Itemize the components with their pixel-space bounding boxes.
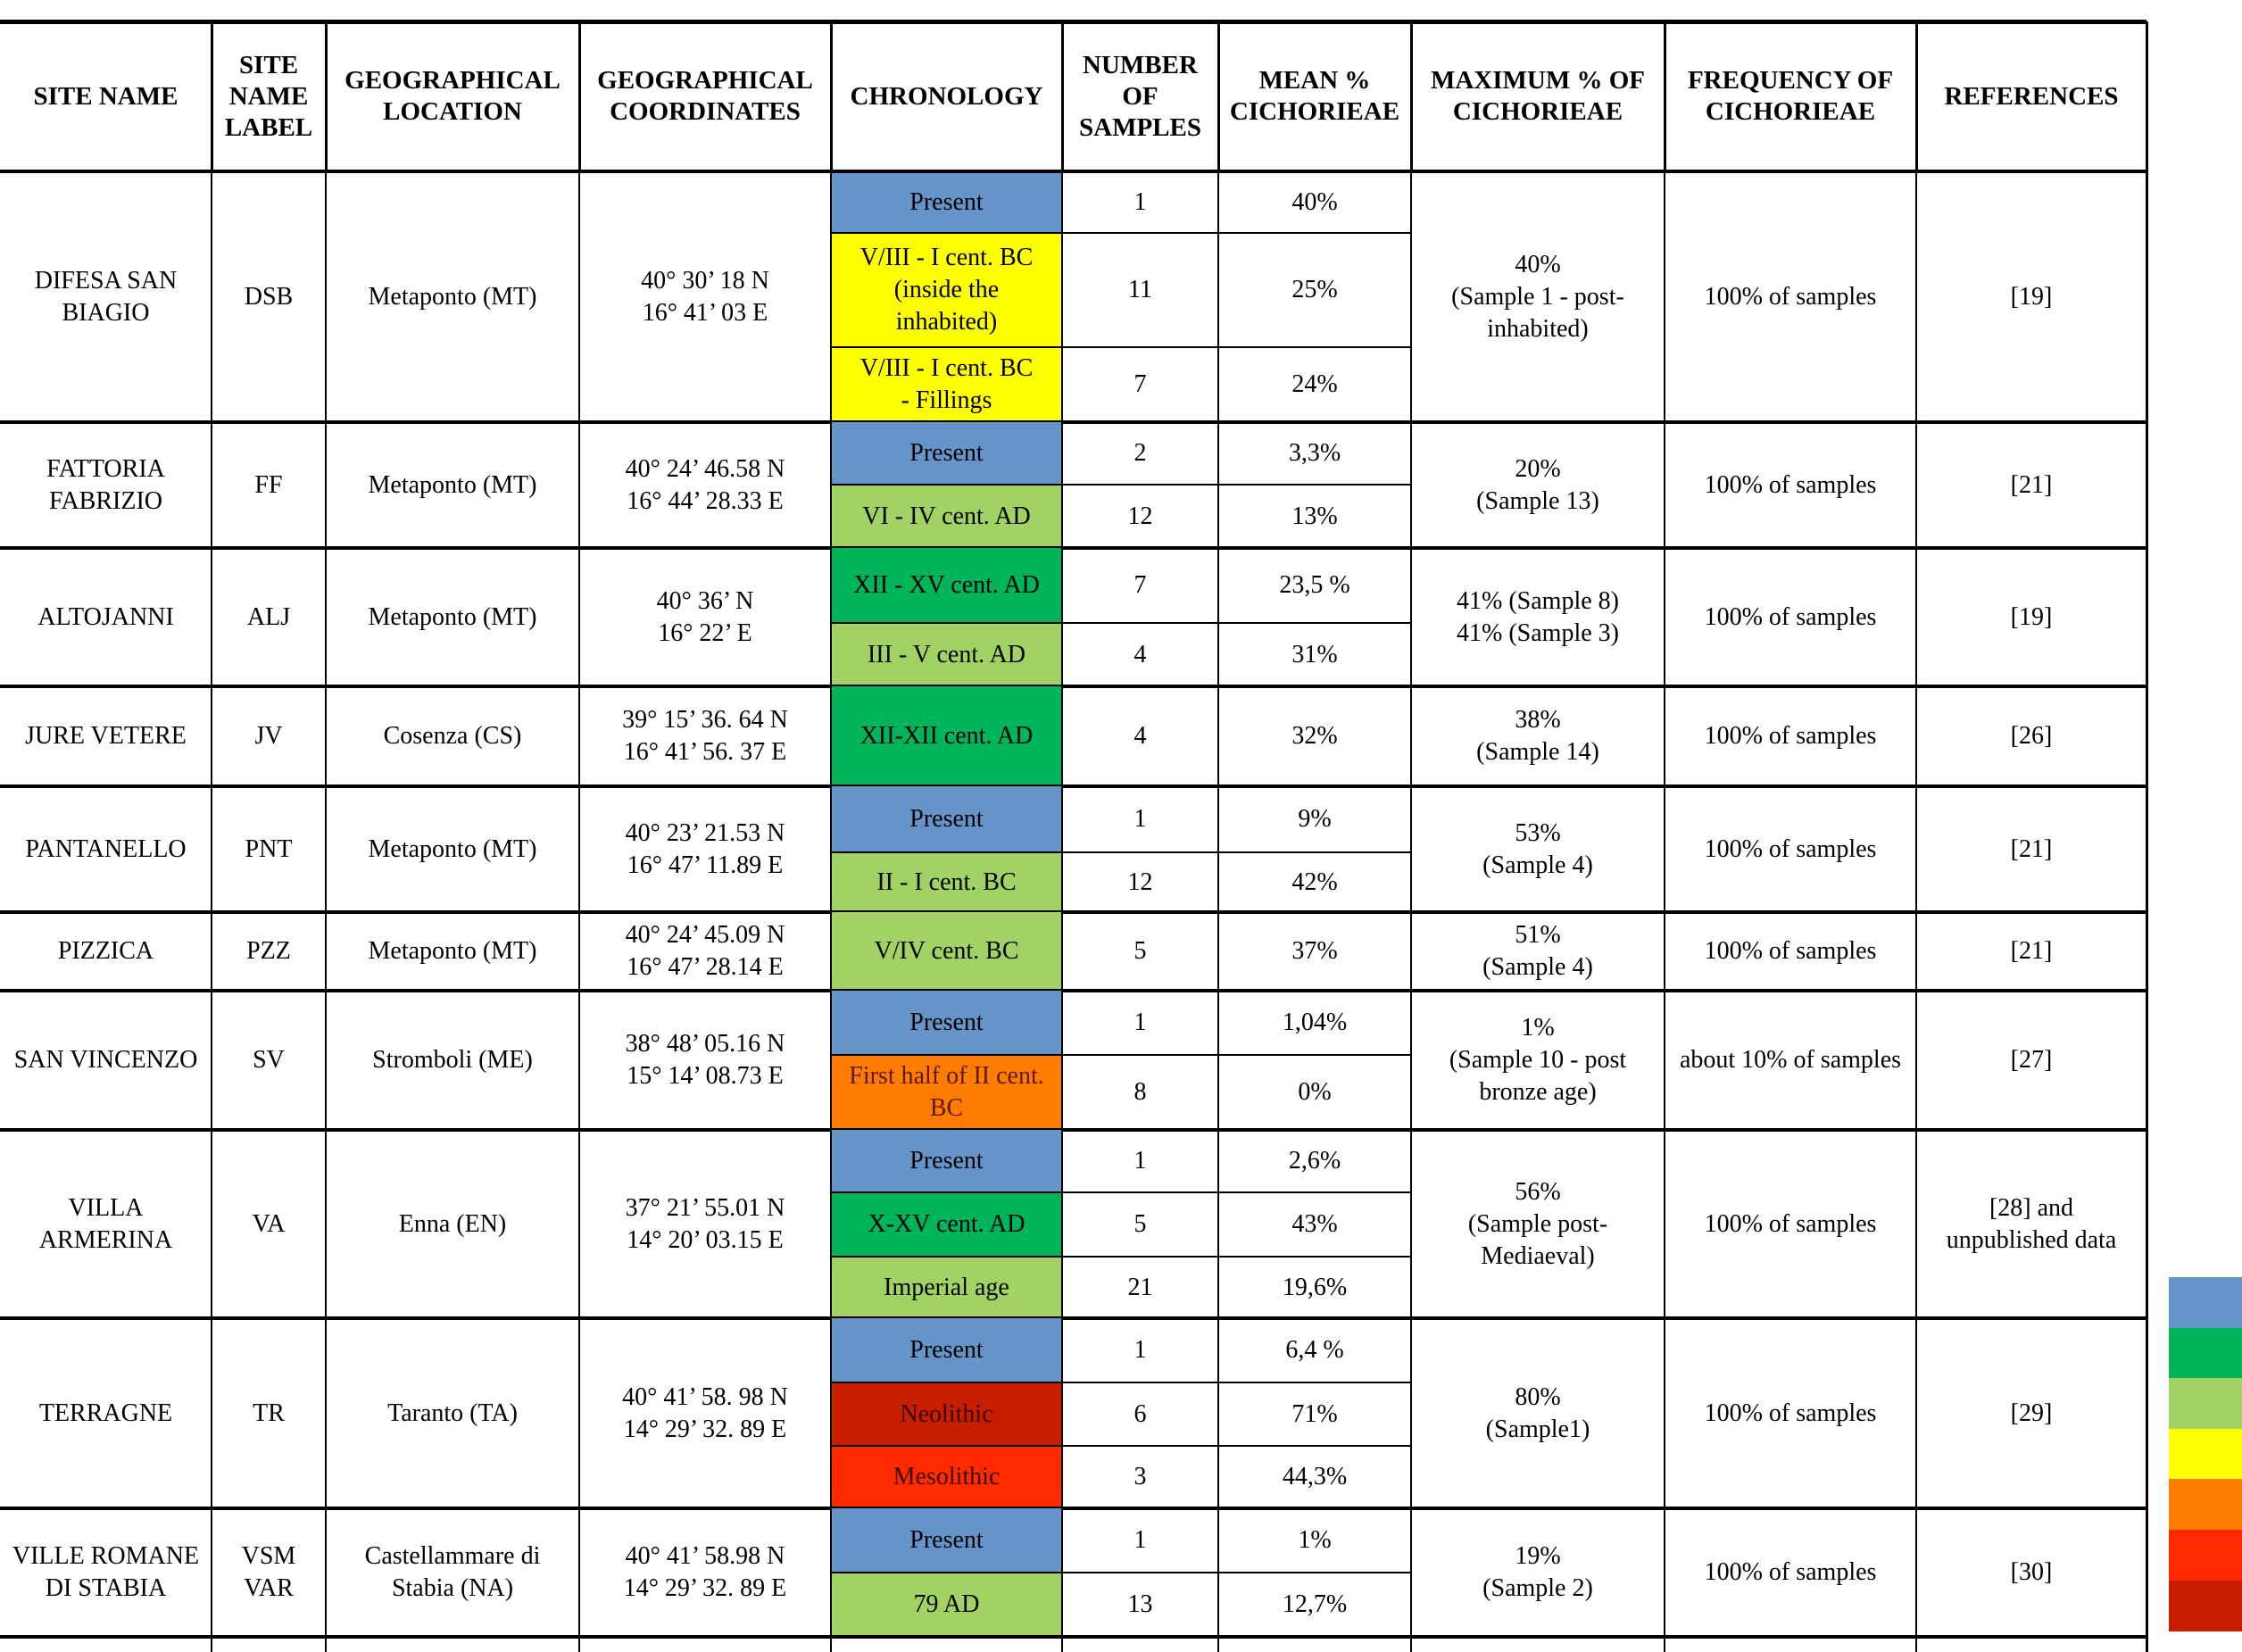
sub-row-divider bbox=[831, 1445, 1411, 1447]
references-cell: [19] bbox=[2010, 602, 2053, 631]
sub-row-divider bbox=[831, 1256, 1411, 1258]
site-name-cell: TERRAGNE bbox=[38, 1399, 173, 1427]
column-divider bbox=[1061, 21, 1063, 1652]
frequency-cichorieae-cell: 100% of samples bbox=[1704, 282, 1877, 311]
references-cell: [21] bbox=[2010, 937, 2053, 965]
chronology-cell: V/III - I cent. BC (inside the inhabited) bbox=[831, 233, 1062, 347]
references-cell: [26] bbox=[2010, 722, 2053, 750]
mean-cichorieae-cell: 42% bbox=[1291, 868, 1338, 896]
sub-row-divider bbox=[831, 1572, 1411, 1573]
geographical-location-cell: Metaponto (MT) bbox=[368, 602, 537, 631]
mean-cichorieae-cell: 19,6% bbox=[1282, 1273, 1348, 1301]
site-label-cell: PNT bbox=[245, 834, 293, 863]
chronology-cell: Neolithic bbox=[831, 1382, 1062, 1446]
mean-cichorieae-cell: 23,5 % bbox=[1279, 571, 1350, 599]
mean-cichorieae-cell: 71% bbox=[1291, 1399, 1338, 1428]
number-of-samples-cell: 11 bbox=[1128, 276, 1152, 303]
mean-cichorieae-cell: 43% bbox=[1291, 1210, 1338, 1238]
header-column-divider bbox=[578, 21, 581, 171]
geographical-location-cell: Metaponto (MT) bbox=[368, 834, 537, 863]
column-divider bbox=[1664, 21, 1665, 1652]
site-label-cell: DSB bbox=[244, 282, 294, 311]
number-of-samples-cell: 3 bbox=[1133, 1463, 1147, 1490]
site-name-cell: FATTORIA FABRIZIO bbox=[46, 454, 165, 515]
maximum-cichorieae-cell: 38% (Sample 14) bbox=[1476, 706, 1599, 766]
chronology-cell: Present bbox=[831, 1318, 1062, 1382]
geographical-location-cell: Metaponto (MT) bbox=[368, 937, 537, 965]
chronology-cell: Present bbox=[831, 786, 1062, 852]
mean-cichorieae-cell: 3,3% bbox=[1288, 439, 1341, 467]
chronology-cell: III - V cent. AD bbox=[831, 623, 1062, 686]
number-of-samples-cell: 1 bbox=[1133, 1147, 1147, 1175]
legend-swatch-bc-orange bbox=[2169, 1479, 2242, 1530]
frequency-cichorieae-cell: 100% of samples bbox=[1704, 834, 1877, 863]
site-row-divider bbox=[0, 1635, 2147, 1639]
mean-cichorieae-cell: 0% bbox=[1298, 1078, 1332, 1106]
sub-row-divider bbox=[831, 1054, 1411, 1056]
site-label-cell: TR bbox=[253, 1399, 285, 1427]
site-name-cell: JURE VETERE bbox=[25, 722, 187, 750]
number-of-samples-cell: 1 bbox=[1133, 1009, 1147, 1036]
geographical-location-cell: Metaponto (MT) bbox=[368, 282, 537, 311]
column-divider bbox=[578, 21, 580, 1652]
header-column-divider bbox=[1217, 21, 1220, 171]
references-cell: [28] and unpublished data bbox=[1946, 1193, 2117, 1254]
column-divider bbox=[211, 21, 212, 1652]
number-of-samples-cell: 4 bbox=[1133, 640, 1147, 668]
site-label-cell: VSM VAR bbox=[241, 1542, 296, 1602]
site-label-cell: FF bbox=[254, 470, 283, 499]
number-of-samples-cell: 12 bbox=[1127, 868, 1153, 896]
number-of-samples-cell: 7 bbox=[1133, 571, 1147, 599]
header-column-divider bbox=[1915, 21, 1918, 171]
mean-cichorieae-cell: 44,3% bbox=[1282, 1463, 1348, 1490]
site-name-cell: VILLE ROMANE DI STABIA bbox=[12, 1542, 200, 1602]
header-column-divider bbox=[830, 21, 833, 171]
header-column-divider bbox=[211, 21, 213, 171]
header-site-name-label: SITE NAME LABEL bbox=[224, 50, 313, 142]
header-column-divider bbox=[1061, 21, 1064, 171]
header-maximum-cichorieae: MAXIMUM % OF CICHORIEAE bbox=[1430, 66, 1645, 126]
references-cell: [29] bbox=[2010, 1399, 2053, 1427]
chronology-cell: Present bbox=[831, 422, 1062, 485]
chronology-cell: V/IV cent. BC bbox=[831, 912, 1062, 991]
geographical-coordinates-cell: 40° 24’ 45.09 N 16° 47’ 28.14 E bbox=[625, 921, 785, 981]
frequency-cichorieae-cell: 100% of samples bbox=[1704, 1558, 1877, 1586]
frequency-cichorieae-cell: 100% of samples bbox=[1704, 722, 1877, 750]
geographical-coordinates-cell: 40° 23’ 21.53 N 16° 47’ 11.89 E bbox=[625, 818, 785, 879]
header-geographical-location: GEOGRAPHICAL LOCATION bbox=[345, 66, 560, 126]
geographical-location-cell: Cosenza (CS) bbox=[383, 722, 522, 750]
mean-cichorieae-cell: 13% bbox=[1291, 502, 1338, 530]
cichorieae-data-table bbox=[0, 21, 2147, 1631]
maximum-cichorieae-cell: 20% (Sample 13) bbox=[1476, 454, 1599, 515]
header-column-divider bbox=[1664, 21, 1666, 171]
column-divider bbox=[1915, 21, 1917, 1652]
number-of-samples-cell: 4 bbox=[1133, 722, 1147, 750]
column-divider bbox=[830, 21, 832, 1652]
mean-cichorieae-cell: 25% bbox=[1291, 276, 1338, 303]
chronology-cell: XII-XII cent. AD bbox=[831, 686, 1062, 786]
geographical-coordinates-cell: 38° 48’ 05.16 N 15° 14’ 08.73 E bbox=[625, 1030, 785, 1090]
geographical-coordinates-cell: 39° 15’ 36. 64 N 16° 41’ 56. 37 E bbox=[622, 706, 788, 766]
header-bottom-border bbox=[0, 170, 2147, 173]
chronology-cell: Imperial age bbox=[831, 1257, 1062, 1318]
column-divider bbox=[325, 21, 327, 1652]
column-divider bbox=[1217, 21, 1219, 1652]
site-label-cell: VA bbox=[252, 1209, 286, 1238]
maximum-cichorieae-cell: 40% (Sample 1 - post- inhabited) bbox=[1451, 250, 1624, 343]
chronology-cell: X-XV cent. AD bbox=[831, 1192, 1062, 1257]
maximum-cichorieae-cell: 1% (Sample 10 - post bronze age) bbox=[1449, 1014, 1627, 1106]
maximum-cichorieae-cell: 53% (Sample 4) bbox=[1482, 818, 1593, 879]
sub-row-divider bbox=[831, 851, 1411, 853]
maximum-cichorieae-cell: 56% (Sample post- Mediaeval) bbox=[1467, 1177, 1608, 1270]
mean-cichorieae-cell: 1,04% bbox=[1282, 1009, 1348, 1036]
chronology-cell: V/III - I cent. BC - Fillings bbox=[831, 347, 1062, 422]
geographical-coordinates-cell: 40° 24’ 46.58 N 16° 44’ 28.33 E bbox=[625, 454, 785, 515]
header-frequency-cichorieae: FREQUENCY OF CICHORIEAE bbox=[1687, 66, 1894, 126]
mean-cichorieae-cell: 1% bbox=[1298, 1526, 1332, 1554]
mean-cichorieae-cell: 31% bbox=[1291, 640, 1338, 668]
chronology-cell: Present bbox=[831, 1508, 1062, 1573]
legend-swatch-medieval bbox=[2169, 1328, 2242, 1379]
header-column-divider bbox=[325, 21, 328, 171]
number-of-samples-cell: 5 bbox=[1133, 937, 1147, 965]
header-mean-cichorieae: MEAN % CICHORIEAE bbox=[1229, 66, 1400, 126]
frequency-cichorieae-cell: 100% of samples bbox=[1704, 1399, 1877, 1427]
geographical-location-cell: Enna (EN) bbox=[398, 1209, 507, 1238]
number-of-samples-cell: 1 bbox=[1133, 805, 1147, 833]
maximum-cichorieae-cell: 80% (Sample1) bbox=[1485, 1382, 1590, 1443]
number-of-samples-cell: 1 bbox=[1133, 1336, 1147, 1364]
chronology-cell: VI - IV cent. AD bbox=[831, 485, 1062, 548]
site-label-cell: SV bbox=[253, 1046, 285, 1074]
sub-row-divider bbox=[831, 1382, 1411, 1383]
site-name-cell: VILLA ARMERINA bbox=[38, 1193, 173, 1254]
frequency-cichorieae-cell: 100% of samples bbox=[1704, 1209, 1877, 1238]
mean-cichorieae-cell: 32% bbox=[1291, 722, 1338, 750]
site-label-cell: ALJ bbox=[246, 602, 291, 631]
column-divider bbox=[2146, 21, 2148, 1652]
frequency-cichorieae-cell: 100% of samples bbox=[1704, 602, 1877, 631]
chronology-cell: XII - XV cent. AD bbox=[831, 548, 1062, 623]
legend-swatch-neolithic bbox=[2169, 1581, 2242, 1631]
table-top-border bbox=[0, 20, 2147, 24]
mean-cichorieae-cell: 40% bbox=[1291, 187, 1338, 216]
number-of-samples-cell: 12 bbox=[1127, 502, 1153, 530]
geographical-coordinates-cell: 37° 21’ 55.01 N 14° 20’ 03.15 E bbox=[625, 1193, 785, 1254]
header-references: REFERENCES bbox=[1944, 81, 2119, 111]
number-of-samples-cell: 13 bbox=[1127, 1590, 1153, 1618]
chronology-cell: Present bbox=[831, 1130, 1062, 1192]
site-name-cell: DIFESA SAN BIAGIO bbox=[34, 266, 178, 327]
number-of-samples-cell: 7 bbox=[1133, 370, 1147, 398]
sub-row-divider bbox=[831, 1191, 1411, 1193]
frequency-cichorieae-cell: 100% of samples bbox=[1704, 470, 1877, 499]
header-number-of-samples: NUMBER OF SAMPLES bbox=[1079, 50, 1201, 142]
header-chronology: CHRONOLOGY bbox=[850, 81, 1043, 111]
references-cell: [30] bbox=[2010, 1558, 2053, 1586]
frequency-cichorieae-cell: about 10% of samples bbox=[1679, 1046, 1902, 1074]
number-of-samples-cell: 5 bbox=[1133, 1210, 1147, 1238]
header-geographical-coordinates: GEOGRAPHICAL COORDINATES bbox=[597, 66, 813, 126]
chronology-cell: Present bbox=[831, 991, 1062, 1055]
chronology-cell: First half of II cent. BC bbox=[831, 1055, 1062, 1130]
number-of-samples-cell: 1 bbox=[1133, 1526, 1147, 1554]
site-name-cell: SAN VINCENZO bbox=[13, 1046, 198, 1074]
sub-row-divider bbox=[831, 232, 1411, 234]
header-column-divider bbox=[1410, 21, 1413, 171]
references-cell: [21] bbox=[2010, 834, 2053, 863]
sub-row-divider bbox=[831, 622, 1411, 624]
references-cell: [21] bbox=[2010, 470, 2053, 499]
mean-cichorieae-cell: 2,6% bbox=[1288, 1147, 1341, 1175]
geographical-coordinates-cell: 40° 41’ 58.98 N 14° 29’ 32. 89 E bbox=[623, 1542, 787, 1602]
maximum-cichorieae-cell: 51% (Sample 4) bbox=[1482, 921, 1593, 981]
site-label-cell: PZZ bbox=[246, 937, 291, 965]
geographical-coordinates-cell: 40° 41’ 58. 98 N 14° 29’ 32. 89 E bbox=[622, 1382, 788, 1443]
number-of-samples-cell: 8 bbox=[1133, 1078, 1147, 1106]
header-site-name: SITE NAME bbox=[33, 81, 179, 111]
site-label-cell: JV bbox=[254, 722, 283, 750]
references-cell: [19] bbox=[2010, 282, 2053, 311]
number-of-samples-cell: 1 bbox=[1133, 187, 1147, 216]
mean-cichorieae-cell: 37% bbox=[1291, 937, 1338, 965]
number-of-samples-cell: 6 bbox=[1133, 1399, 1147, 1428]
geographical-location-cell: Castellammare di Stabia (NA) bbox=[364, 1542, 541, 1602]
geographical-coordinates-cell: 40° 30’ 18 N 16° 41’ 03 E bbox=[641, 266, 769, 327]
geographical-location-cell: Stromboli (ME) bbox=[372, 1046, 533, 1074]
mean-cichorieae-cell: 9% bbox=[1298, 805, 1332, 833]
column-divider bbox=[1410, 21, 1412, 1652]
geographical-location-cell: Metaponto (MT) bbox=[368, 470, 537, 499]
legend-swatch-roman-classical bbox=[2169, 1378, 2242, 1429]
maximum-cichorieae-cell: 41% (Sample 8) 41% (Sample 3) bbox=[1457, 586, 1619, 647]
geographical-location-cell: Taranto (TA) bbox=[387, 1399, 518, 1427]
site-name-cell: ALTOJANNI bbox=[37, 602, 174, 631]
number-of-samples-cell: 21 bbox=[1127, 1273, 1153, 1301]
mean-cichorieae-cell: 24% bbox=[1291, 370, 1338, 398]
chronology-cell: 79 AD bbox=[831, 1573, 1062, 1637]
site-name-cell: PANTANELLO bbox=[25, 834, 187, 863]
references-cell: [27] bbox=[2010, 1046, 2053, 1074]
mean-cichorieae-cell: 6,4 % bbox=[1285, 1336, 1344, 1364]
chronology-cell: II - I cent. BC bbox=[831, 852, 1062, 912]
chronology-cell: Present bbox=[831, 171, 1062, 233]
geographical-coordinates-cell: 40° 36’ N 16° 22’ E bbox=[656, 586, 754, 647]
sub-row-divider bbox=[831, 346, 1411, 348]
number-of-samples-cell: 2 bbox=[1133, 439, 1147, 467]
mean-cichorieae-cell: 12,7% bbox=[1282, 1590, 1348, 1618]
site-name-cell: PIZZICA bbox=[57, 937, 154, 965]
chronology-cell: Mesolithic bbox=[831, 1446, 1062, 1508]
legend-swatch-greek-hellenistic bbox=[2169, 1429, 2242, 1480]
sub-row-divider bbox=[831, 484, 1411, 486]
legend-swatch-mesolithic bbox=[2169, 1530, 2242, 1581]
maximum-cichorieae-cell: 19% (Sample 2) bbox=[1482, 1542, 1593, 1602]
frequency-cichorieae-cell: 100% of samples bbox=[1704, 937, 1877, 965]
legend-swatch-present bbox=[2169, 1277, 2242, 1328]
